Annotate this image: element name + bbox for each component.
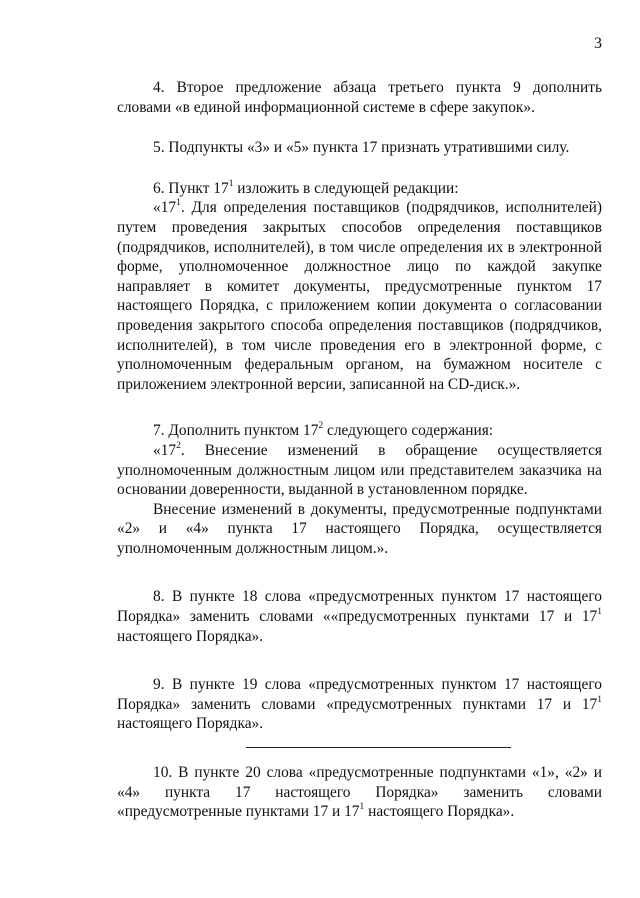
text-span: 9. В пункте 19 слова «предусмотренных пунктом 17 настоящего Порядка» заменить словами «предусмотренных пунктами 17 и 17 xyxy=(117,676,602,713)
text-span: изложить в следующей редакции: xyxy=(233,179,459,197)
text-span: «17 xyxy=(153,441,177,459)
superscript: 1 xyxy=(597,606,602,617)
paragraph-7-text-2: Внесение изменений в документы, предусмотренные подпунктами «2» и «4» пункта 17 настоящего Порядка, осуществляется уполномоченным должностным лицом.». xyxy=(117,500,602,557)
text-span: настоящего Порядка». xyxy=(117,715,264,733)
paragraph-9 xyxy=(117,675,602,734)
paragraph-8 xyxy=(117,587,602,646)
text-span: настоящего Порядка». xyxy=(364,803,515,821)
paragraph-7-lead xyxy=(117,421,602,441)
page-number: 3 xyxy=(594,35,602,52)
text-span: . Внесение изменений в обращение осуществляется уполномоченным должностным лицом или представителем заказчика на основании доверенности, выданной в установленном порядке. xyxy=(117,441,602,499)
paragraph-5: 5. Подпункты «3» и «5» пункта 17 признать утратившими силу. xyxy=(153,139,570,157)
paragraph-6-lead xyxy=(117,179,602,199)
end-divider-line xyxy=(246,747,511,748)
paragraph-6-text xyxy=(117,198,602,394)
text-span: . Для определения поставщиков (подрядчиков, исполнителей) путем проведения закрытых способов определения поставщиков (подрядчиков, исполнителей), в том числе определения их в электронной форме, уполномоченное должностное лицо по каждой закупке направляет в комитет документы, предусмотренные пунктом 17 настоящего Порядка, с приложением копии документа о согласовании проведения закрытого способа определения поставщиков (подрядчиков, исполнителей), в том числе проведения его в электронной форме, с уполномоченным федеральным органом, на бумажном носителе с приложением электронной версии, записанной на CD-диск.». xyxy=(117,199,602,393)
paragraph-10 xyxy=(117,763,602,822)
text-span: следующего содержания: xyxy=(323,422,494,440)
text-span: 6. Пункт 17 xyxy=(153,179,229,197)
superscript: 1 xyxy=(359,802,365,813)
text-span: 8. В пункте 18 слова «предусмотренных пунктом 17 настоящего Порядка» заменить словами ««предусмотренных пунктами 17 и 17 xyxy=(117,588,602,626)
paragraph-4: 4. Второе предложение абзаца третьего пункта 9 дополнить словами «в единой информационной системе в сфере закупок». xyxy=(117,79,602,116)
text-span: «17 xyxy=(153,199,177,217)
text-span: 7. Дополнить пунктом 17 xyxy=(153,422,319,440)
document-body xyxy=(117,78,602,822)
superscript: 2 xyxy=(176,440,181,451)
superscript: 2 xyxy=(318,421,324,432)
superscript: 1 xyxy=(597,694,602,705)
text-span: 10. В пункте 20 слова «предусмотренные подпунктами «1», «2» и «4» пункта 17 настоящего Порядка» заменить словами «предусмотренные пунктами 17 и 17 xyxy=(117,764,602,821)
superscript: 1 xyxy=(176,198,181,209)
paragraph-7-text xyxy=(117,441,602,500)
superscript: 1 xyxy=(228,178,234,189)
text-span: настоящего Порядка». xyxy=(117,627,264,645)
